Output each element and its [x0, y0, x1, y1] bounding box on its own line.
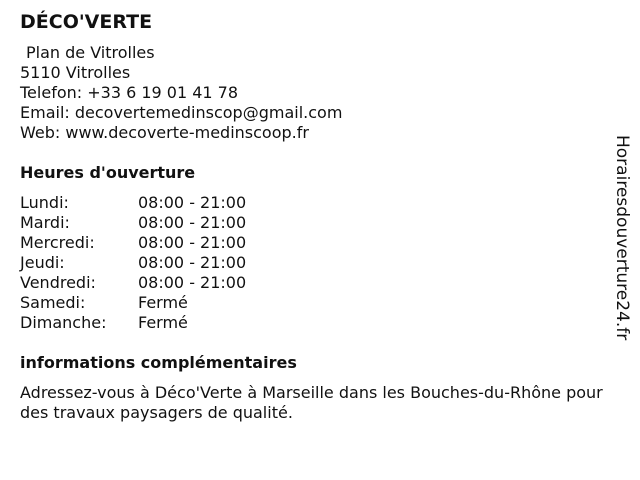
phone-line: Telefon: +33 6 19 01 41 78 [20, 83, 239, 102]
hours-time: 08:00 - 21:00 [138, 233, 247, 252]
website-line: Web: www.decoverte-medinscoop.fr [20, 123, 309, 142]
hours-time: 08:00 - 21:00 [138, 213, 247, 232]
address-city: 5110 Vitrolles [20, 63, 131, 82]
opening-hours-title: Heures d'ouverture [20, 163, 196, 182]
watermark-text: Horairesdouverture24.fr [612, 135, 632, 341]
hours-row-friday [20, 273, 610, 293]
hours-day: Dimanche: [20, 313, 107, 332]
hours-time: 08:00 - 21:00 [138, 193, 247, 212]
hours-row-sunday [20, 313, 610, 333]
opening-hours-table [20, 193, 610, 333]
hours-time: 08:00 - 21:00 [138, 273, 247, 292]
hours-row-saturday [20, 293, 610, 313]
hours-time: Fermé [138, 293, 188, 312]
business-name: DÉCO'VERTE [20, 11, 153, 33]
hours-time: 08:00 - 21:00 [138, 253, 247, 272]
additional-info-text: Adressez-vous à Déco'Verte à Marseille dans les Bouches-du-Rhône pour des travaux paysagers de qualité. [20, 383, 603, 422]
business-card [20, 10, 610, 423]
hours-time: Fermé [138, 313, 188, 332]
hours-day: Vendredi: [20, 273, 96, 292]
email-line: Email: decovertemedinscop@gmail.com [20, 103, 343, 122]
hours-row-monday [20, 193, 610, 213]
hours-day: Jeudi: [20, 253, 65, 272]
hours-day: Mardi: [20, 213, 70, 232]
hours-day: Lundi: [20, 193, 69, 212]
address-street: Plan de Vitrolles [26, 43, 155, 62]
hours-row-tuesday [20, 213, 610, 233]
hours-row-wednesday [20, 233, 610, 253]
additional-info-title: informations complémentaires [20, 353, 297, 372]
hours-day: Samedi: [20, 293, 86, 312]
hours-day: Mercredi: [20, 233, 95, 252]
hours-row-thursday [20, 253, 610, 273]
